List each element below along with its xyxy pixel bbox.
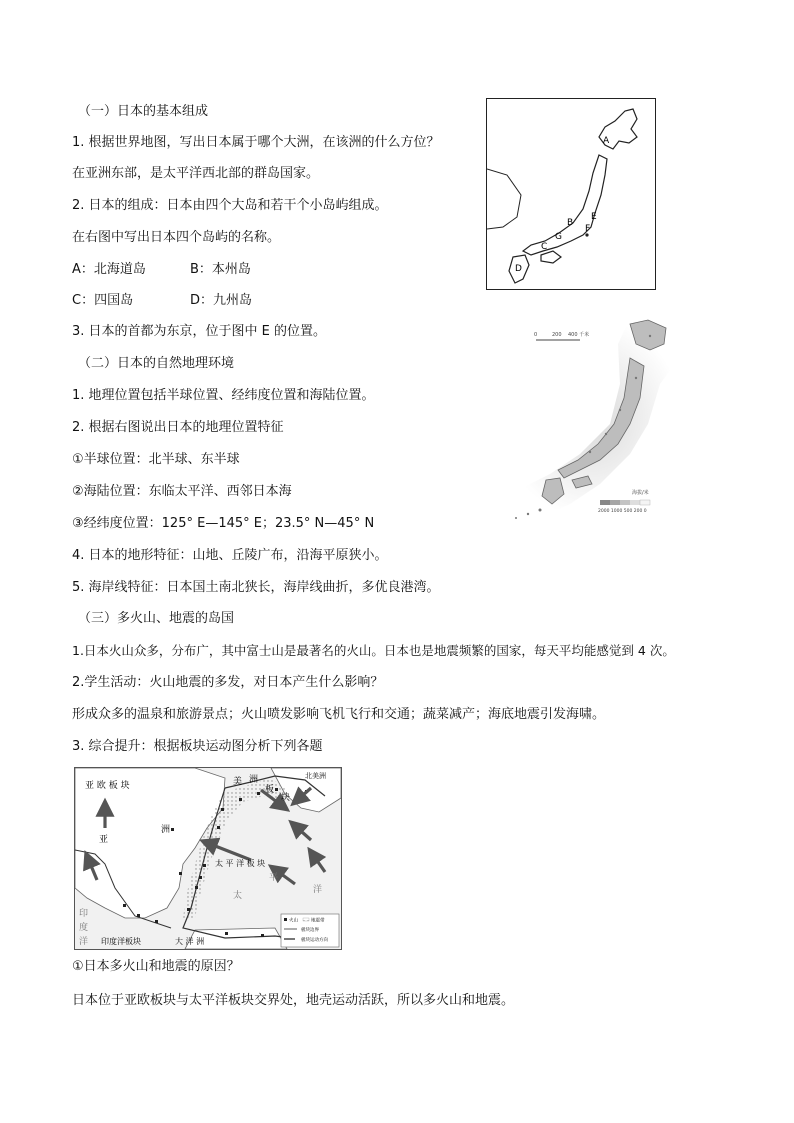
island-c-answer: C：四国岛: [72, 293, 134, 308]
plate-tectonics-map: [74, 767, 342, 950]
scale-400: 400 千米: [568, 332, 590, 338]
honshu-outline: [523, 155, 607, 255]
label-pacific-plate: 太 平 洋 板 块: [215, 859, 266, 868]
label-indian-2: 度: [79, 923, 89, 933]
question-2: 2. 日本的组成：日本由四个大岛和若干个小岛屿组成。: [72, 198, 388, 213]
location-intro: 1. 地理位置包括半球位置、经纬度位置和海陆位置。: [72, 388, 375, 403]
sea-land-location: ②海陆位置：东临太平洋、西邻日本海: [72, 484, 292, 499]
plate-answer: 日本位于亚欧板块与太平洋板块交界处，地壳运动活跃，所以多火山和地震。: [72, 993, 515, 1008]
activity-answer: 形成众多的温泉和旅游景点；火山喷发影响飞机飞行和交通；蔬菜减产；海底地震引发海啸。: [72, 707, 606, 722]
terrain-feature: 4. 日本的地形特征：山地、丘陵广布，沿海平原狭小。: [72, 548, 388, 563]
island-a-answer: A：北海道岛: [72, 262, 146, 277]
label-a: A: [603, 136, 610, 146]
label-oceania: 大 洋 洲: [175, 937, 205, 946]
legend-motion: 板块运动方向: [301, 938, 328, 943]
japan-relief-map: [480, 314, 696, 528]
island-b-answer: B：本州岛: [190, 262, 251, 277]
legend-boundary: 板块边界: [301, 928, 319, 933]
japan-outline-map: [486, 98, 656, 290]
volcano-paragraph: 1.日本火山众多，分布广，其中富士山是最著名的火山。日本也是地震频繁的国家，每天平均能感觉到 4 次。: [72, 643, 675, 658]
label-america-1: 美: [233, 777, 243, 787]
label-indian-3: 洋: [79, 937, 89, 947]
scale-0: 0: [534, 332, 538, 338]
label-f: F: [585, 224, 591, 234]
label-indian-1: 印: [79, 909, 89, 919]
label-america-3: 板: [265, 785, 275, 795]
label-indian-plate: 印度洋板块: [101, 937, 141, 946]
lat-lon-location: ③经纬度位置：125° E—145° E；23.5° N—45° N: [72, 516, 375, 531]
label-e: E: [591, 212, 597, 222]
question-2-instruction: 在右图中写出日本四个岛屿的名称。: [72, 230, 281, 245]
elevation-legend-title: 海拔/米: [632, 490, 649, 496]
label-asia-1: 亚: [99, 835, 109, 845]
hemisphere-location: ①半球位置：北半球、东半球: [72, 452, 240, 467]
label-c: C: [541, 242, 548, 252]
label-america-2: 洲: [249, 775, 259, 785]
label-pacific-ocean-3: 洋: [313, 885, 323, 895]
question-3: 3. 日本的首都为东京，位于图中 E 的位置。: [72, 324, 327, 339]
label-b: B: [567, 218, 574, 228]
elevation-legend-ticks: 2000 1000 500 200 0: [598, 509, 647, 514]
section-heading-3: （三）多火山、地震的岛国: [78, 611, 235, 626]
relief-map-svg: [480, 314, 696, 528]
legend-quake: 地震带: [311, 918, 325, 924]
comprehensive-question: 3. 综合提升：根据板块运动图分析下列各题: [72, 739, 323, 754]
label-asia-2: 洲: [161, 825, 171, 835]
label-g: G: [555, 232, 562, 242]
legend-volcano: 火山: [289, 918, 298, 924]
section-heading-2: （二）日本的自然地理环境: [78, 356, 235, 371]
student-activity: 2.学生活动：火山地震的多发，对日本产生什么影响？: [72, 675, 384, 690]
plate-map-svg: [75, 768, 341, 949]
island-d-answer: D：九州岛: [190, 293, 253, 308]
label-d: D: [515, 264, 522, 274]
label-eurasian-plate: 亚 欧 板 块: [85, 781, 130, 791]
coastline-feature: 5. 海岸线特征：日本国土南北狭长，海岸线曲折，多优良港湾。: [72, 580, 440, 595]
answer-1: 在亚洲东部，是太平洋西北部的群岛国家。: [72, 166, 320, 181]
location-question: 2. 根据右图说出日本的地理位置特征: [72, 420, 284, 435]
scale-200: 200: [552, 332, 562, 338]
section-heading-1: （一）日本的基本组成: [78, 104, 209, 119]
plate-question: ①日本多火山和地震的原因？: [72, 959, 240, 974]
label-north-america: 北美洲: [305, 772, 326, 780]
label-pacific-ocean-1: 太: [233, 891, 243, 901]
label-america-4: 块: [281, 793, 291, 803]
japan-outline-svg: [487, 99, 655, 289]
shikoku-outline: [541, 251, 561, 263]
mainland-coast: [487, 169, 521, 229]
question-1: 1. 根据世界地图，写出日本属于哪个大洲，在该洲的什么方位？: [72, 135, 440, 150]
label-pacific-ocean-2: 平: [269, 873, 279, 883]
